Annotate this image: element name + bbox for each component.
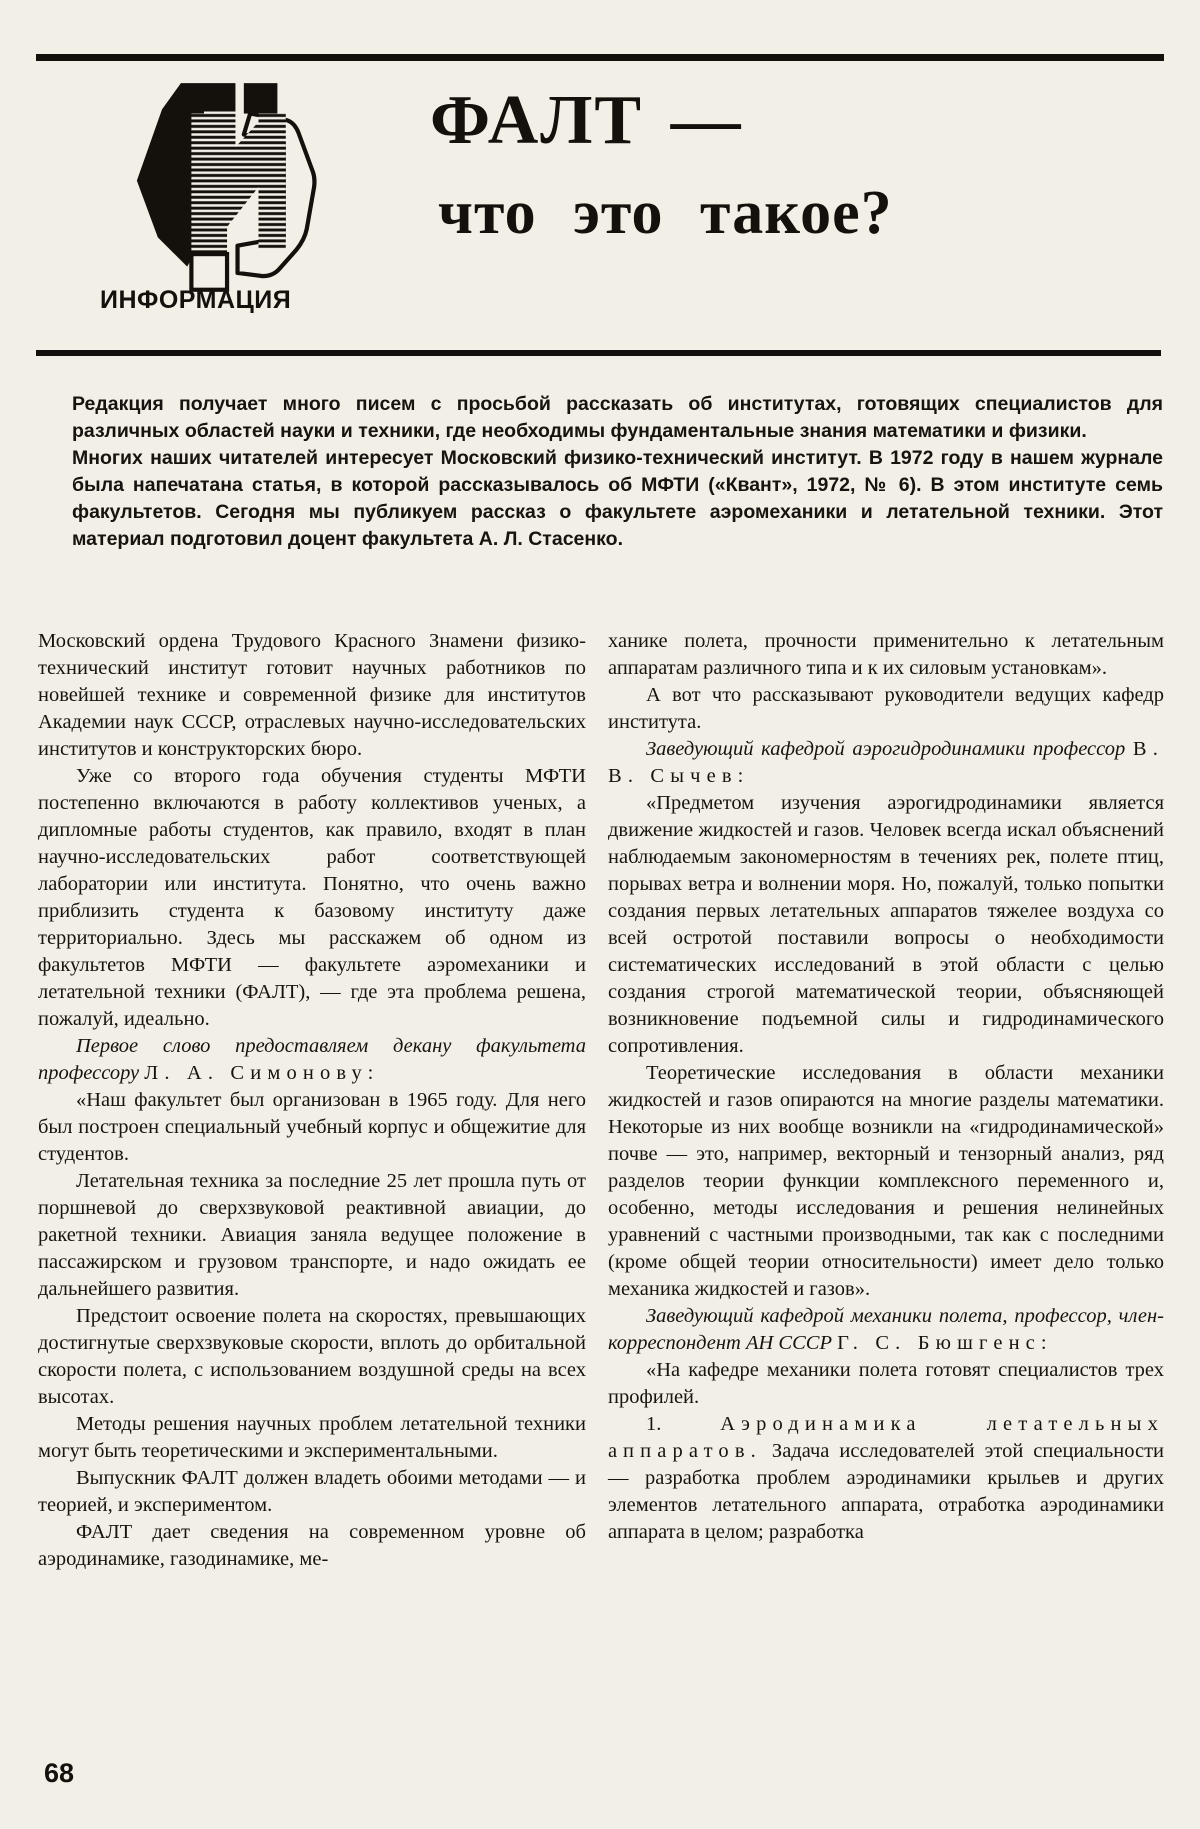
profile-paragraph xyxy=(608,1411,1164,1546)
body-paragraph: Уже со второго года обучения студенты МФТИ постепенно включаются в работу коллективов ученых, а дипломные работы студентов, как правило, входят в план научно-исследовательских работ соответствующей лаборатории или института. Понятно, что очень важно приблизить студента к базовому институту даже территориально. Здесь мы расскажем об одном из факультетов МФТИ — факультете аэромеханики и летательной техники (ФАЛТ), — где эта проблема решена, пожалуй, идеально. xyxy=(38,765,586,1030)
article-title-line1: ФАЛТ — xyxy=(430,82,743,159)
profile-title: Аэродинамика летательных аппаратов. xyxy=(608,1413,1165,1462)
speaker-name: В. В. Сычев: xyxy=(608,738,1164,787)
body-paragraph: А вот что рассказывают руководители ведущих кафедр института. xyxy=(608,684,1164,733)
body-paragraph: Методы решения научных проблем летательной техники могут быть теоретическими и экспериментальными. xyxy=(38,1413,586,1462)
body-paragraph: ханике полета, прочности применительно к летательным аппаратам различного типа и к их силовым установкам». xyxy=(608,630,1164,679)
divider-rule xyxy=(36,350,1161,356)
body-paragraph: ФАЛТ дает сведения на современном уровне об аэродинамике, газодинамике, ме- xyxy=(38,1521,586,1570)
body-paragraph: Теоретические исследования в области механики жидкостей и газов опираются на многие разделы математики. Некоторые из них вообще возникли на «гидродинамической» почве — это, например, векторный и тензорный анализ, ряд разделов теории функции комплексного переменного и, особенно, методы исследования и решения нелинейных уравнений с частными производными, так как с последними (кроме общей теории относительности) имеет дело только механика жидкостей и газов». xyxy=(608,1062,1164,1300)
speaker-name: Г. С. Бюшгенс: xyxy=(837,1332,1053,1354)
article-title-line2: что это такое? xyxy=(438,179,893,247)
page-number: 68 xyxy=(44,1758,75,1788)
speaker-role: Первое слово предоставляем декану факультета профессору xyxy=(38,1035,586,1084)
body-paragraph: Выпускник ФАЛТ должен владеть обоими методами — и теорией, и экспериментом. xyxy=(38,1467,586,1516)
speaker-name: Л. А. Симонову: xyxy=(144,1062,380,1084)
speaker-role: Заведующий кафедрой механики полета, профессор, член-корреспондент АН СССР xyxy=(608,1305,1164,1354)
body-paragraph: «Наш факультет был организован в 1965 году. Для него был построен специальный учебный корпус и общежитие для студентов. xyxy=(38,1089,586,1165)
section-label: ИНФОРМАЦИЯ xyxy=(100,286,292,314)
editorial-intro xyxy=(72,391,1163,553)
left-column xyxy=(38,628,586,1573)
letter-i-emblem-icon xyxy=(126,80,326,295)
intro-paragraph: Редакция получает много писем с просьбой рассказать об институтах, готовящих специалистов для различных областей науки и техники, где необходимы фундаментальные знания математики и физики. xyxy=(72,393,1163,442)
body-paragraph: Предстоит освоение полета на скоростях, превышающих достигнутые сверхзвуковые скорости, вплоть до орбитальной скорости полета, с использованием воздушной среды на всех высотах. xyxy=(38,1305,586,1408)
intro-paragraph: Многих наших читателей интересует Московский физико-технический институт. В 1972 году в нашем журнале была напечатана статья, в которой рассказывалось об МФТИ («Квант», 1972, № 6). В этом институте семь факультетов. Сегодня мы публикуем рассказ о факультете аэромеханики и летательной техники. Этот материал подготовил доцент факультета А. Л. Стасенко. xyxy=(72,447,1163,550)
speaker-role: Заведующий кафедрой аэрогидродинамики профессор xyxy=(646,738,1126,760)
speaker-paragraph xyxy=(608,736,1164,790)
body-paragraph: Московский ордена Трудового Красного Знамени физико-технический институт готовит научных работников по новейшей технике и современной физике для институтов Академии наук СССР, отраслевых научно-исследовательских институтов и конструкторских бюро. xyxy=(38,630,586,760)
speaker-paragraph xyxy=(608,1303,1164,1357)
profile-text: Задача исследователей этой специальности — разработка проблем аэродинамики крыльев и других элементов летательного аппарата, отработка аэродинамики аппарата в целом; разработка xyxy=(608,1440,1165,1543)
body-paragraph: «На кафедре механики полета готовят специалистов трех профилей. xyxy=(608,1359,1164,1408)
right-column xyxy=(608,628,1164,1546)
profile-number: 1. xyxy=(646,1413,662,1435)
body-paragraph: «Предметом изучения аэрогидродинамики является движение жидкостей и газов. Человек всегда искал объяснений наблюдаемым закономерностям в течениях рек, полете птиц, порывах ветра и волнении моря. Но, пожалуй, только попытки создания первых летательных аппаратов тяжелее воздуха со всей остротой поставили вопросы о необходимости систематических исследований в этой области с целью создания строгой математической теории, объясняющей возникновение подъемной силы и гидродинамического сопротивления. xyxy=(608,792,1164,1057)
informatsiya-logo xyxy=(126,80,326,295)
body-paragraph: Летательная техника за последние 25 лет прошла путь от поршневой до сверхзвуковой реактивной авиации, до ракетной техники. Авиация заняла ведущее положение в пассажирском и грузовом транспорте, и надо ожидать ее дальнейшего развития. xyxy=(38,1170,586,1300)
speaker-paragraph xyxy=(38,1033,586,1087)
top-rule xyxy=(36,54,1164,61)
